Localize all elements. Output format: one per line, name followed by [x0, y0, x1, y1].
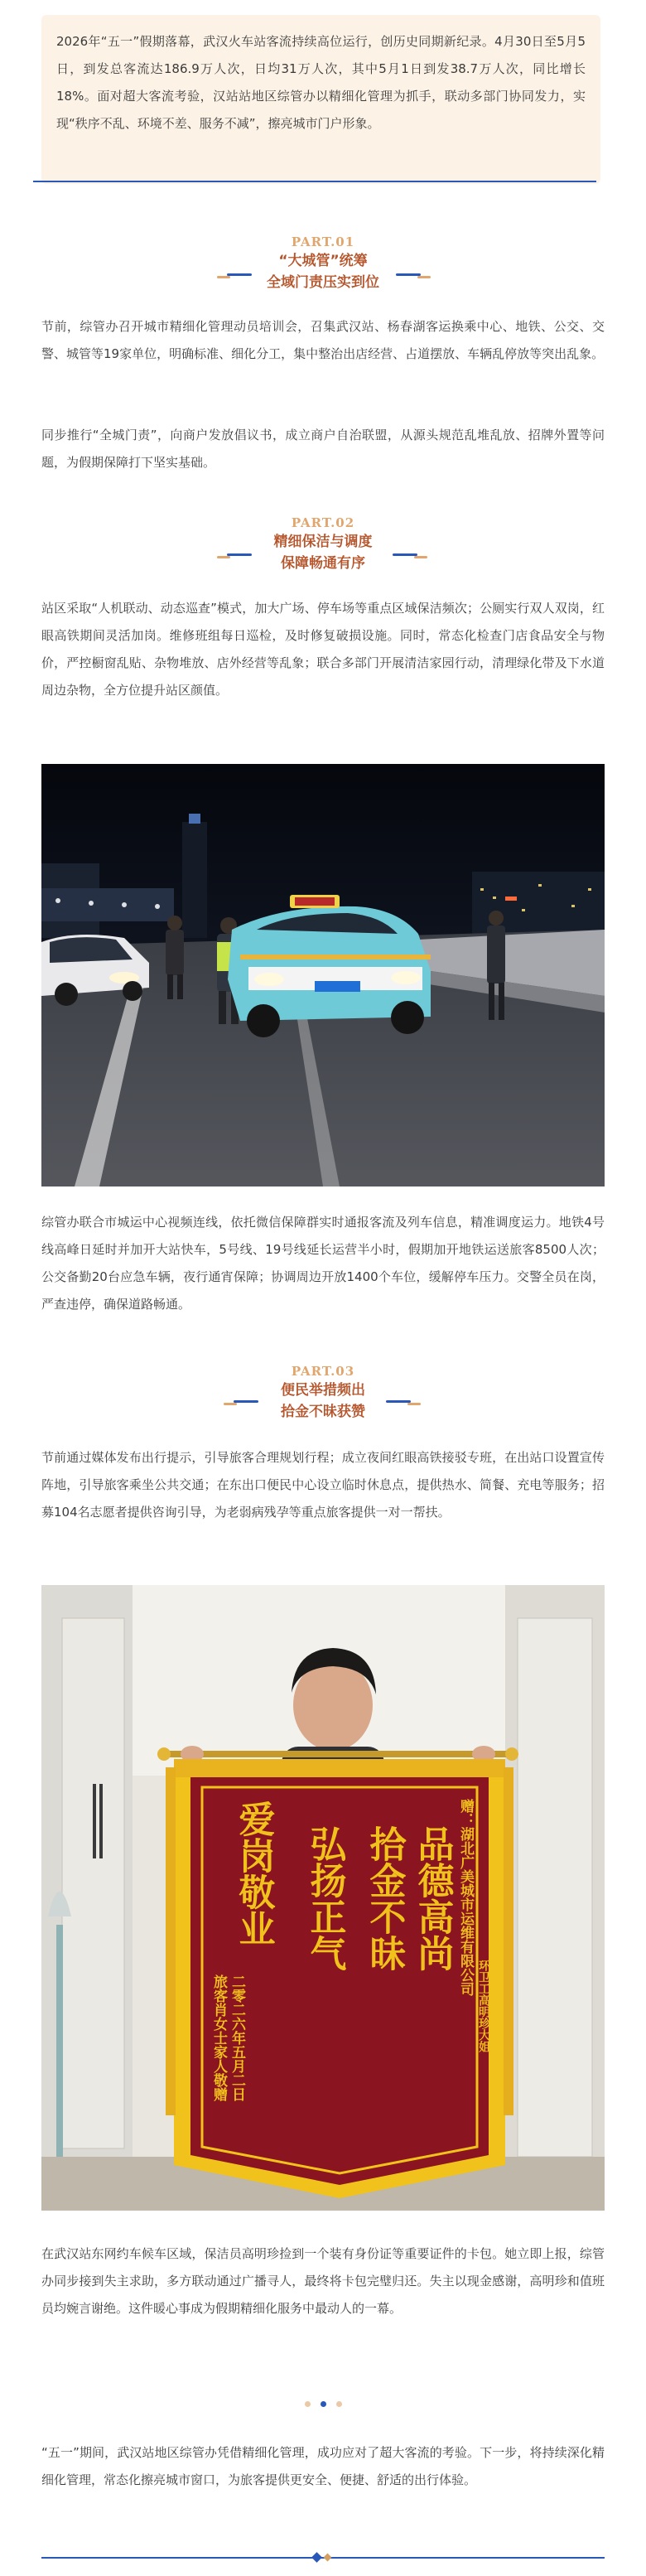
- intro-divider: [33, 181, 596, 182]
- banner-from-line: 旅客肖女士家人敬赠: [210, 1974, 227, 2101]
- part-02-header: [0, 515, 646, 574]
- title-ornament-left: [217, 553, 258, 558]
- part-title-line1: 便民举措频出: [281, 1382, 365, 1399]
- paragraph-2: 同步推行“全城门责”，向商户发放倡议书，成立商户自治联盟，从源头规范乱堆乱放、招牌外置等问题，为假期保障打下坚实基础。: [41, 428, 605, 470]
- intro-text: 2026年“五一”假期落幕，武汉火车站客流持续高位运行，创历史同期新纪录。4月30日至5月5日，到发总客流达186.9万人次，日均31万人次，其中5月1日到发38.7万人次，同比增长18%。面对超大客流考验，汉站站地区综管办以精细化管理为抓手，联动多部门协同发力，实现“秩序不乱、环境不差、服务不减”，擦亮城市门户形象。: [56, 34, 586, 131]
- paragraph-1: 节前，综管办召开城市精细化管理动员培训会，召集武汉站、杨春湖客运换乘中心、地铁、公交、交警、城管等19家单位，明确标准、细化分工，集中整治出店经营、占道摆放、车辆乱停放等突出乱象。: [41, 319, 605, 361]
- section-separator-dots: [0, 2395, 646, 2410]
- banner-date-line: 二零二六年五月二日: [229, 1974, 245, 2101]
- paragraph-5: 节前通过媒体发布出行提示，引导旅客合理规划行程；成立夜间红眼高铁接驳专班，在出站口设置宣传阵地，引导旅客乘坐公共交通；在东出口便民中心设立临时休息点，提供热水、简餐、充电等服务；招募104名志愿者提供咨询引导，为老弱病残孕等重点旅客提供一对一帮扶。: [41, 1450, 605, 1520]
- paragraph-3: 站区采取“人机联动、动态巡查”模式，加大广场、停车场等重点区域保洁频次；公厕实行双人双岗，红眼高铁期间灵活加岗。维修班组每日巡检，及时修复破损设施。同时，常态化检查门店食品安全与物价，严控橱窗乱贴、杂物堆放、店外经营等乱象；联合多部门开展清洁家园行动，清理绿化带及下水道周边杂物，全方位提升站区颜值。: [41, 601, 605, 698]
- banner-photo: [41, 1585, 605, 2211]
- part-title-line2: 全域门责压实到位: [267, 274, 379, 291]
- part-label: PART.02: [291, 515, 355, 530]
- night-taxi-photo: [41, 764, 605, 1187]
- footer-ornament: [311, 2552, 322, 2563]
- part-03-header: [0, 1363, 646, 1423]
- banner-gift-sub: 环卫工高明珍大姐: [477, 1960, 490, 2052]
- title-ornament-right: [379, 1400, 421, 1405]
- banner-main-right-1: 拾金不昧: [363, 1825, 406, 1971]
- banner-gift-line: 赠：湖北广美城市运维有限公司: [457, 1799, 474, 1996]
- paragraph-7: “五一”期间，武汉站地区综管办凭借精细化管理，成功应对了超大客流的考验。下一步，将持续深化精细化管理，常态化擦亮城市窗口，为旅客提供更安全、便捷、舒适的出行体验。: [41, 2445, 605, 2487]
- part-title-line2: 保障畅通有序: [281, 555, 365, 572]
- part-01-header: [0, 234, 646, 293]
- paragraph-4: 综管办联合市城运中心视频连线，依托微信保障群实时通报客流及列车信息，精准调度运力。地铁4号线高峰日延时并加开大站快车，5号线、19号线延长运营半小时，假期加开地铁运送旅客8500人次；公交备勤20台应急车辆，夜行通宵保障；协调周边开放1400个车位，缓解停车压力。交警全员在岗，严查违停，确保道路畅通。: [41, 1215, 605, 1312]
- banner-main-right-2: 品德高尚: [411, 1825, 454, 1971]
- title-ornament-left: [224, 1400, 265, 1405]
- paragraph-6: 在武汉站东网约车候车区域，保洁员高明珍捡到一个装有身份证等重要证件的卡包。她立即上报，综管办同步接到失主求助，多方联动通过广播寻人，最终将卡包完璧归还。失主以现金感谢，高明珍和值班员均婉言谢绝。这件暖心事成为假期精细化服务中最动人的一幕。: [41, 2246, 605, 2316]
- title-ornament-left: [217, 273, 258, 278]
- part-label: PART.01: [291, 234, 355, 249]
- banner-main-left-1: 爱岗敬业: [232, 1800, 275, 1946]
- part-label: PART.03: [291, 1364, 355, 1379]
- part-title-line1: 精细保洁与调度: [273, 534, 373, 550]
- part-title-line2: 拾金不昧获赞: [281, 1404, 365, 1420]
- footer-ornament-small: [324, 2554, 332, 2562]
- title-ornament-right: [386, 553, 427, 558]
- title-ornament-right: [389, 273, 431, 278]
- part-title-line1: “大城管”统筹: [278, 253, 368, 269]
- banner-main-left-2: 弘扬正气: [303, 1825, 346, 1971]
- intro-box: [41, 15, 600, 184]
